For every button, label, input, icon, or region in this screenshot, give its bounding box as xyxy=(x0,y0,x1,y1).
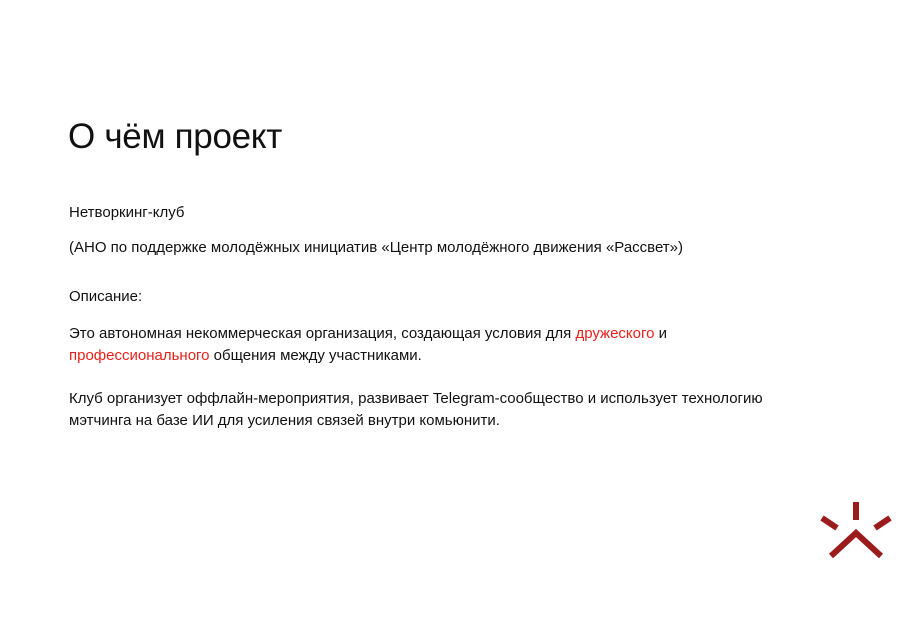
description-paragraph-2 xyxy=(69,388,763,432)
paragraph-1-text: и xyxy=(654,325,668,342)
page-title: О чём проект xyxy=(68,117,282,156)
logo-ray-right xyxy=(875,518,890,528)
subtitle: Нетворкинг-клуб xyxy=(69,204,185,221)
logo-strokes xyxy=(822,502,890,556)
paragraph-1-line-1 xyxy=(69,323,667,345)
paragraph-1-text: общения между участниками. xyxy=(209,347,422,364)
paragraph-1-text: Это автономная некоммерческая организация, создающая условия для xyxy=(69,325,576,342)
logo-chevron xyxy=(831,533,881,556)
highlight-friendly: дружеского xyxy=(575,325,655,342)
logo-ray-left xyxy=(822,518,837,528)
paragraph-2-line-2: мэтчинга на базе ИИ для усиления связей внутри комьюнити. xyxy=(69,412,500,429)
description-paragraph-1 xyxy=(69,323,667,367)
paragraph-1-line-2 xyxy=(69,345,667,367)
description-label: Описание: xyxy=(69,288,143,305)
organization-name: (АНО по поддержке молодёжных инициатив «Центр молодёжного движения «Рассвет») xyxy=(69,239,684,256)
sunrise-logo-icon xyxy=(818,500,894,562)
paragraph-2-line-1: Клуб организует оффлайн-мероприятия, развивает Telegram-сообщество и использует технологию xyxy=(69,390,763,407)
highlight-professional: профессионального xyxy=(69,347,210,364)
